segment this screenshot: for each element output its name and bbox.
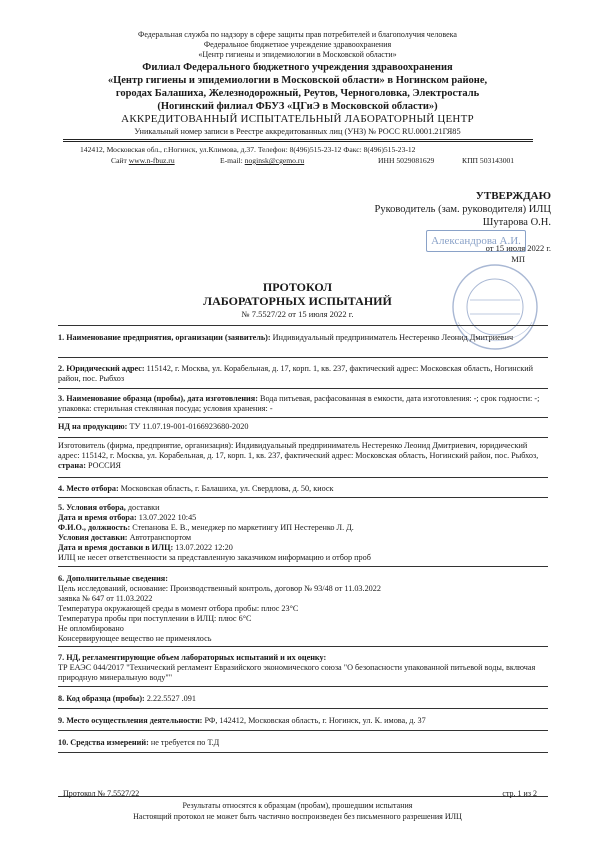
sampling-place-label: 4. Место отбора: [58, 484, 119, 493]
legal-address-value: 115142, г. Москва, ул. Корабельная, д. 17, корп. 1, кв. 237, фактический адрес: Московская область, Ногинский район, пос. Рыбхоз [58, 364, 534, 383]
email-link[interactable]: noginsk@cgemo.ru [244, 156, 305, 165]
conditions-label: 5. Условия отбора, [58, 503, 126, 512]
contact-inn: ИНН 5029081629 [378, 156, 435, 165]
sample-value: Вода питьевая, расфасованная в емкости, дата изготовления: -; срок годности: -; упаковка: стерильная стеклянная посуда; условия хранения: - [58, 394, 540, 413]
applicant-label: 1. Наименование предприятия, организации (заявитель): [58, 333, 271, 342]
sampling-date-label: Дата и время отбора: [58, 513, 137, 522]
divider [58, 566, 548, 567]
sampling-date-value: 13.07.2022 10:45 [138, 513, 197, 522]
country-label: страна: [58, 461, 86, 470]
header-divider-2 [63, 141, 533, 142]
instruments-label: 10. Средства измерений: [58, 738, 149, 747]
regulations-value: ТР ЕАЭС 044/2017 "Технический регламент Евразийского экономического союза "О безопасности упакованной питьевой воды, включая природную минеральную воду"" [58, 663, 536, 682]
delivery-date-label: Дата и время доставки в ИЛЦ: [58, 543, 174, 552]
delivery-date-value: 13.07.2022 12:20 [175, 543, 233, 552]
delivery-label: Условия доставки: [58, 533, 128, 542]
regulations-label: 7. НД, регламентирующие объем лабораторных испытаний и их оценку: [58, 653, 327, 662]
footer-reproduction-note: Настоящий протокол не может быть частично воспроизведен без письменного разрешения ИЛЦ [133, 812, 462, 821]
divider [58, 437, 548, 438]
protocol-number: № 7.5527/22 от 15 июля 2022 г. [241, 309, 354, 319]
sample-label: 3. Наименование образца (пробы), дата изготовления: [58, 394, 258, 403]
section-applicant [58, 333, 548, 343]
sampler-label: Ф.И.О., должность: [58, 523, 131, 532]
delivery-value: Автотранспортом [129, 533, 192, 542]
footer-page-number: стр. 1 из 2 [502, 789, 537, 798]
header-institution: Федеральное бюджетное учреждение здравоохранения [203, 40, 392, 49]
conditions-value: доставки [127, 503, 160, 512]
divider [58, 708, 548, 709]
sample-code-value: 2.22.5527 .091 [146, 694, 196, 703]
footer-results-note: Результаты относятся к образцам (пробам), прошедшим испытания [182, 801, 413, 810]
divider [58, 388, 548, 389]
header-branch-line2: «Центр гигиены и эпидемиологии в Московской области» в Ногинском районе, [107, 75, 488, 86]
divider [58, 357, 548, 358]
protocol-title: ПРОТОКОЛ [262, 280, 333, 294]
approval-mp: МП [511, 254, 525, 264]
additional-line: заявка № 647 от 11.03.2022 [58, 594, 153, 603]
contact-site [111, 156, 175, 166]
section-activity-place [58, 716, 548, 726]
section-instruments [58, 738, 548, 748]
header-branch-line3: городах Балашиха, Железнодорожный, Реутов, Черноголовка, Электросталь [115, 88, 480, 99]
header-divider [63, 139, 533, 140]
additional-line: Не опломбировано [58, 624, 124, 633]
divider [58, 646, 548, 647]
contact-kpp: КПП 503143001 [462, 156, 515, 165]
sampling-place-value: Московская область, г. Балашиха, ул. Свердлова, д. 50, киоск [120, 484, 334, 493]
responsibility-note: ИЛЦ не несет ответственности за представленную заказчиком информацию и отбор проб [58, 553, 371, 562]
site-label: Сайт [111, 156, 127, 165]
header-agency: Федеральная служба по надзору в сфере защиты прав потребителей и благополучия человека [138, 30, 457, 39]
divider [58, 686, 548, 687]
section-sampling-place [58, 484, 548, 494]
header-branch-line4: (Ногинский филиал ФБУЗ «ЦГиЭ в Московской области») [157, 101, 438, 112]
section-nd [58, 422, 548, 432]
email-label: E-mail: [220, 156, 243, 165]
manufacturer-text: Изготовитель (фирма, предприятие, организация): Индивидуальный предприниматель Нестеренко Леонид Дмитриевич, юридический адрес: 115142, г. Москва, ул. Корабельная, д. 17, корп. 1, кв. 237, фактический адрес: Московская область, Ногинский район, пос. Рыбхоз, [58, 441, 539, 460]
additional-line: Цель исследований, основание: Производственный контроль, договор № 93/48 от 11.03.2022 [58, 584, 381, 593]
header-center: «Центр гигиены и эпидемиологии в Московской области» [198, 50, 397, 59]
contact-address: 142412, Московская обл., г.Ногинск, ул.Климова, д.37. Телефон: 8(496)515-23-12 Факс: 8(496)515-23-12 [80, 145, 416, 154]
accreditation-title: АККРЕДИТОВАННЫЙ ИСПЫТАТЕЛЬНЫЙ ЛАБОРАТОРНЫЙ ЦЕНТР [121, 113, 474, 125]
section-regulations [58, 653, 548, 683]
additional-line: Температура пробы при поступлении в ИЛЦ: плюс 6°С [58, 614, 252, 623]
divider [58, 497, 548, 498]
sampler-value: Степанова Е. В., менеджер по маркетингу ИП Нестеренко Л. Д. [132, 523, 354, 532]
applicant-value: Индивидуальный предприниматель Нестеренко Леонид Дмитриевич [272, 333, 514, 342]
approval-title: УТВЕРЖДАЮ [475, 190, 551, 202]
protocol-subtitle: ЛАБОРАТОРНЫХ ИСПЫТАНИЙ [203, 294, 392, 308]
divider [58, 730, 548, 731]
divider [58, 477, 548, 478]
section-sample-code [58, 694, 548, 704]
footer-protocol-number: Протокол № 7.5527/22 [63, 789, 140, 798]
section-additional [58, 574, 548, 644]
additional-line: Консервирующее вещество не применялось [58, 634, 212, 643]
signature-stamp-name: Александрова А.И. [431, 235, 521, 247]
nd-label: НД на продукцию: [58, 422, 128, 431]
site-link[interactable]: www.n-fbuz.ru [128, 156, 175, 165]
legal-address-label: 2. Юридический адрес: [58, 364, 145, 373]
header-branch-line1: Филиал Федерального бюджетного учреждения здравоохранения [142, 62, 453, 73]
divider [58, 325, 548, 326]
approval-date: от 15 июля 2022 г. [485, 243, 551, 253]
contact-email [220, 156, 304, 166]
divider [58, 752, 548, 753]
divider [58, 417, 548, 418]
activity-place-value: РФ, 142412, Московская область, г. Ногинск, ул. К. имова, д. 37 [204, 716, 426, 725]
instruments-value: не требуется по Т.Д [150, 738, 220, 747]
signature-stamp [426, 230, 526, 252]
section-conditions [58, 503, 548, 563]
sample-code-label: 8. Код образца (пробы): [58, 694, 145, 703]
nd-value: ТУ 11.07.19-001-0166923680-2020 [129, 422, 249, 431]
section-sample [58, 394, 548, 414]
approval-name: Шутарова О.Н. [482, 217, 551, 228]
section-legal-address [58, 364, 548, 384]
approval-role: Руководитель (зам. руководителя) ИЛЦ [374, 204, 551, 215]
additional-label: 6. Дополнительные сведения: [58, 574, 168, 583]
section-manufacturer [58, 441, 548, 471]
registry-number: Уникальный номер записи в Реестре аккредитованных лиц (УНЗ) № РОСС RU.0001.21ГЯ85 [134, 127, 461, 136]
additional-line: Температура окружающей среды в момент отбора пробы: плюс 23°С [58, 604, 299, 613]
activity-place-label: 9. Место осуществления деятельности: [58, 716, 203, 725]
country-value: РОССИЯ [88, 461, 121, 470]
